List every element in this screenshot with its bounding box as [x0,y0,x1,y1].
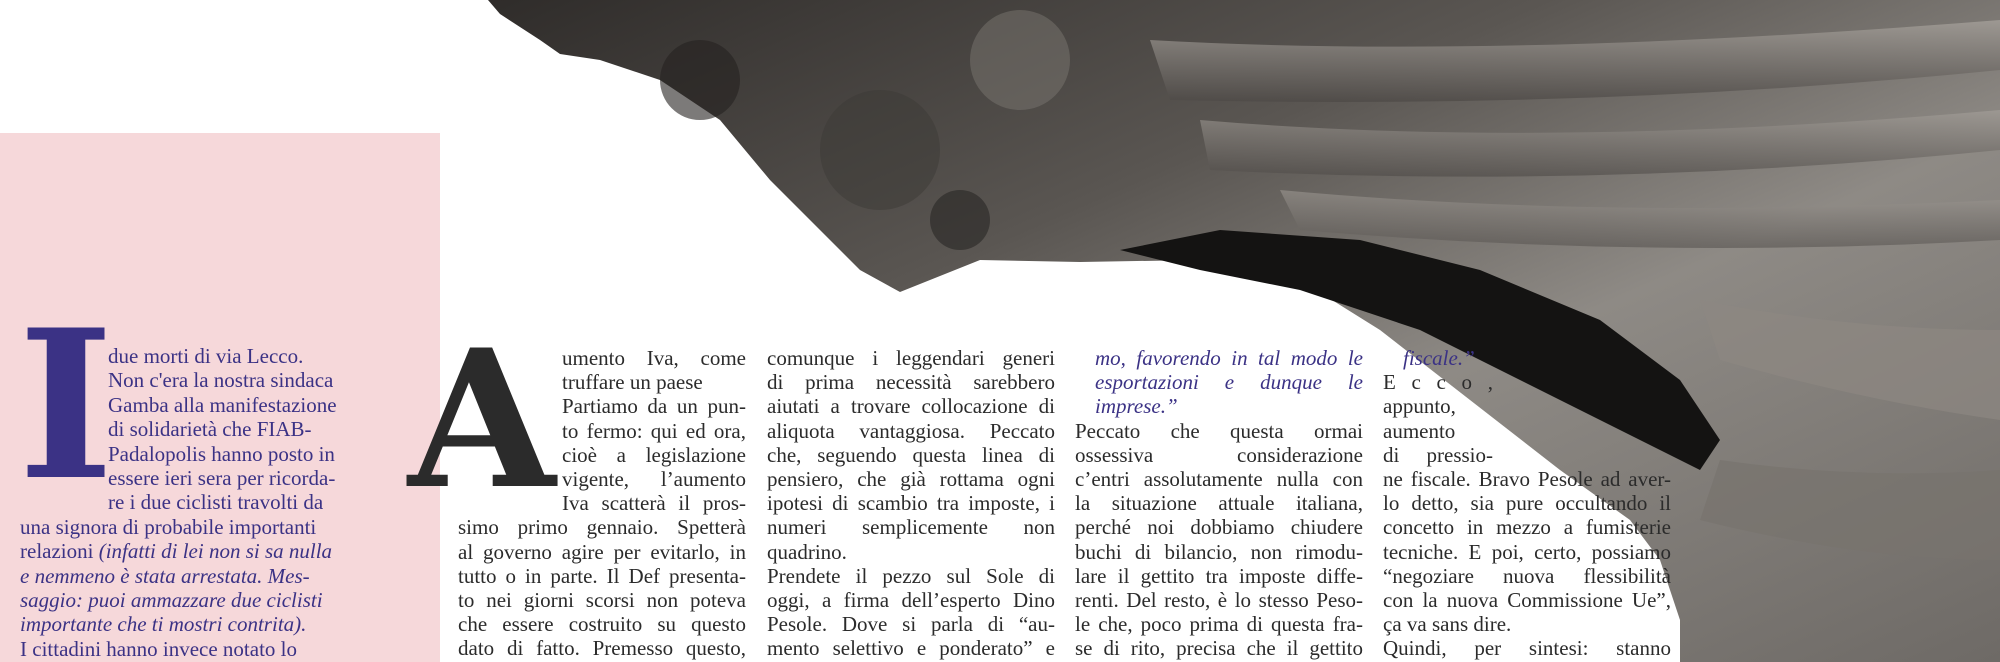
column-line: mento selettivo e ponderato” e [767,636,1055,661]
article-column-2 [767,346,1055,661]
sidebar-line: di solidarietà che FIAB- [108,417,312,442]
column-line: lo detto, sia pure occultando il [1383,491,1671,516]
sidebar-line: re i due ciclisti travolti da [108,490,324,515]
quote-line: esportazioni e dunque le [1095,370,1363,395]
column-line: Partiamo da un pun- [562,394,746,419]
sidebar-line: I cittadini hanno invece notato lo [20,636,297,661]
column-line: pensiero, che già rottama ogni [767,467,1055,492]
column-line: to nei giorni scorsi non poteva [458,588,746,613]
sidebar-line: due morti di via Lecco. [108,344,304,368]
column-line: Pesole. Dove si parla di “au- [767,612,1055,637]
sidebar-line [20,564,362,588]
column-line: tutto o in parte. Il Def presenta- [458,563,746,588]
article-column-4 [1383,346,1671,661]
quote-line: mo, favorendo in tal modo le [1095,346,1363,370]
sidebar-italic-text: e nemmeno è stata arrestata. Mes- [20,563,310,588]
column-line: ipotesi di scambio tra imposte, i [767,491,1055,516]
column-line: la situazione attuale italiana, [1075,491,1363,516]
column-line: al governo agire per evitarlo, in [458,539,746,564]
column-line: numeri semplicemente non [767,515,1055,540]
column-line: appunto, [1383,394,1456,419]
column-line: to fermo: qui ed ora, [562,418,746,443]
column-line: che, seguendo questa linea di [767,442,1055,467]
column-line: di prima necessità sarebbero [767,370,1055,395]
column-line: truffare un paese [562,370,703,395]
column-line: “negoziare nuova flessibilità [1383,563,1671,588]
column-line: c’entri assolutamente nulla con [1075,467,1363,492]
column-line: Quindi, per sintesi: stanno [1383,636,1671,661]
column-line: dato di fatto. Premesso questo, [458,636,746,661]
column-line: concetto in mezzo a fumisterie [1383,515,1671,540]
column-line: le che, poco prima di questa fra- [1075,612,1363,637]
column-line: di pressio- [1383,442,1493,467]
sidebar-line [20,588,362,612]
sidebar-inline-text: relazioni [20,539,94,564]
column-line: aiutati a trovare collocazione di [767,394,1055,419]
sidebar-text [20,344,362,661]
column-line: buchi di bilancio, non rimodu- [1075,539,1363,564]
column-line: quadrino. [767,539,847,564]
column-line: ça va sans dire. [1383,612,1512,637]
column-line: cioè a legislazione [562,442,746,467]
column-line: perché noi dobbiamo chiudere [1075,515,1363,540]
column-line: se di rito, precisa che il gettito [1075,636,1363,661]
sidebar-italic-text: importante che ti mostri contrita). [20,612,307,637]
column-line: Prendete il pezzo sul Sole di [767,563,1055,588]
sidebar-line: essere ieri sera per ricorda- [108,466,336,491]
article-column-3 [1075,346,1363,661]
column-line: ne fiscale. Bravo Pesole ad aver- [1383,467,1671,492]
column-line: simo primo gennaio. Spetterà [458,515,746,540]
sidebar-line [20,612,362,636]
sidebar-line: Non c'era la nostra sindaca [108,368,334,393]
column-line: comunque i leggendari generi [767,346,1055,370]
column-line: ossessiva considerazione [1075,442,1363,467]
quote-line: imprese.” [1095,394,1178,419]
sidebar-dropcap: I [18,286,114,526]
column-line: lare il gettito tra imposte diffe- [1075,563,1363,588]
column-line: umento Iva, come [562,346,746,370]
column-line: aumento [1383,418,1456,443]
column-line: vigente, l’aumento [562,467,746,492]
quote-line: fiscale.” [1403,346,1475,370]
sidebar-italic-text: (infatti di lei non si sa nulla [98,539,333,564]
column-line: aliquota vantaggiosa. Peccato [767,418,1055,443]
column-line: Iva scatterà il pros- [562,491,746,516]
sidebar-line: Padalopolis hanno posto in [108,441,335,466]
article-dropcap: A [408,308,556,531]
sidebar-italic-text: saggio: puoi ammazzare due ciclisti [20,588,323,613]
column-line: E c c o , [1383,370,1493,395]
column-line: renti. Del resto, è lo stesso Peso- [1075,588,1363,613]
article-column-1 [458,346,746,661]
column-line: tecniche. E poi, certo, possiamo [1383,539,1671,564]
sidebar-line [20,539,362,563]
column-line: Peccato che questa ormai [1075,418,1363,443]
column-line: che essere costruito su questo [458,612,746,637]
sidebar-line: una signora di probabile importanti [20,514,317,539]
column-line: con la nuova Commissione Ue”, [1383,588,1671,613]
column-line: oggi, a firma dell’esperto Dino [767,588,1055,613]
sidebar-line: Gamba alla manifestazione [108,392,337,417]
